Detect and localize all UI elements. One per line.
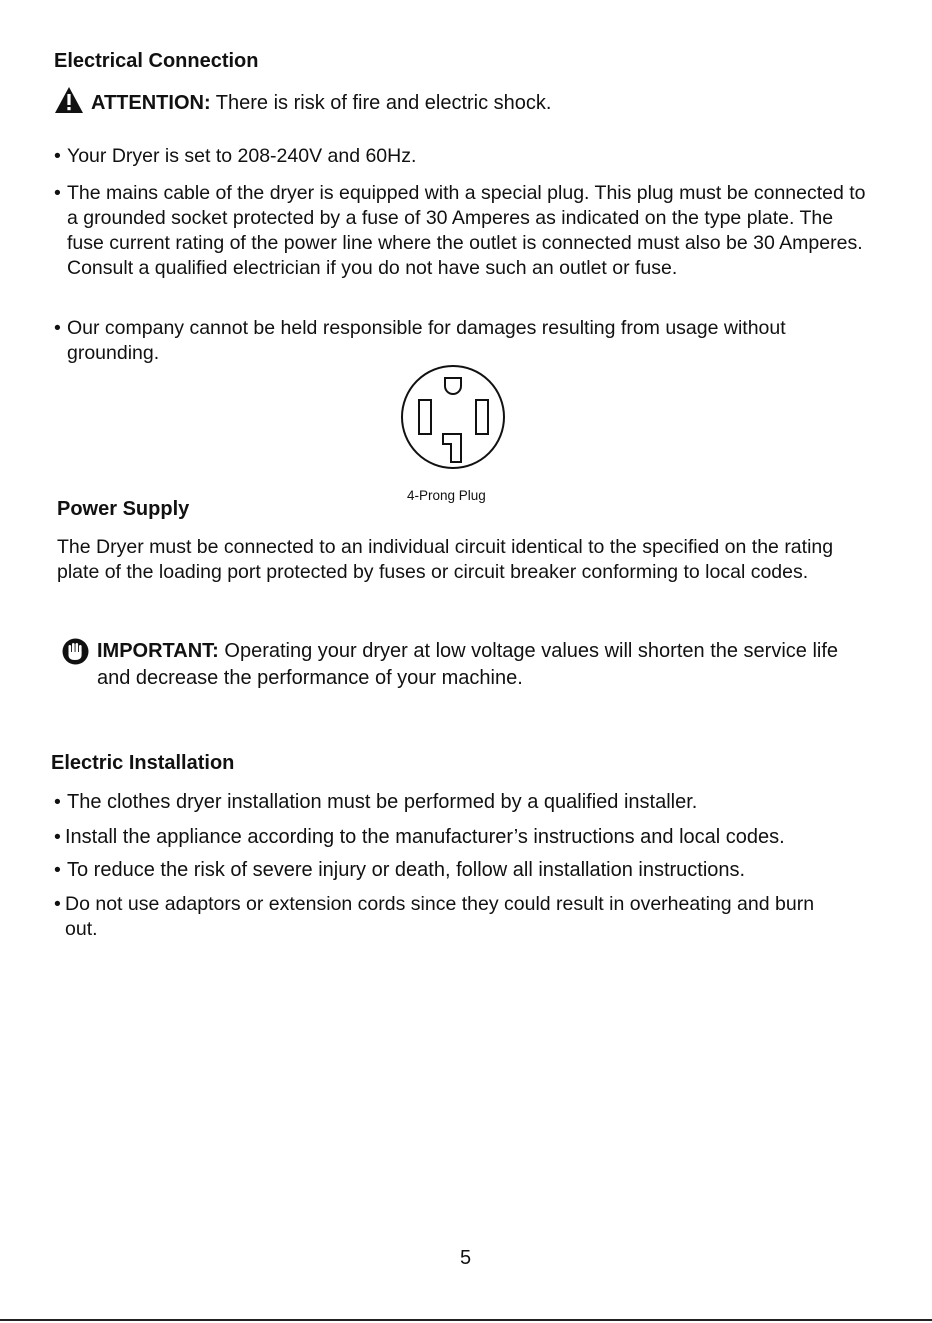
heading-electric-installation: Electric Installation [51,752,235,774]
hand-stop-icon [62,638,89,665]
list-item [54,316,854,366]
plug-caption: 4-Prong Plug [407,488,486,503]
list-item [54,825,924,850]
four-prong-plug-icon [399,364,507,470]
bullet-dot: • [54,859,61,881]
bullet-dot: • [54,145,61,167]
list-item [54,790,884,815]
list-item-text: Your Dryer is set to 208-240V and 60Hz. [67,145,417,167]
list-item-text: The clothes dryer installation must be performed by a qualified installer. [67,791,698,813]
bullet-dot: • [54,182,61,204]
list-item-text: Our company cannot be held responsible for damages resulting from usage without grounding. [67,317,786,364]
important-text: Operating your dryer at low voltage values will shorten the service life and decrease the performance of your machine. [97,640,839,689]
list-item-text: To reduce the risk of severe injury or death, follow all installation instructions. [67,859,746,881]
heading-power-supply: Power Supply [57,498,190,520]
list-item-text: The mains cable of the dryer is equipped with a special plug. This plug must be connected to a grounded socket protected by a fuse of 30 Amperes as indicated on the type plate. The fuse current rating of the power line where the outlet is connected must also be 30 Amperes. Consult a qualified electrician if you do not have such an outlet or fuse. [67,182,866,279]
bullet-dot: • [54,826,61,848]
heading-electrical-connection: Electrical Connection [54,50,259,72]
list-item [54,892,844,942]
attention-label: ATTENTION: [91,92,211,114]
warning-triangle-icon [54,86,84,114]
attention-text: There is risk of fire and electric shock. [210,92,552,114]
list-item [54,181,866,281]
page-number: 5 [460,1247,472,1269]
list-item [54,144,854,169]
bullet-dot: • [54,893,61,915]
bottom-rule [0,1319,932,1321]
attention-notice [91,90,551,116]
important-label: IMPORTANT: [97,640,219,662]
bullet-dot: • [54,317,61,339]
list-item-text: Do not use adaptors or extension cords since they could result in overheating and burn out. [65,893,815,940]
list-item [54,858,884,883]
power-supply-text: The Dryer must be connected to an individual circuit identical to the specified on the rating plate of the loading port protected by fuses or circuit breaker conforming to local codes. [57,536,834,583]
important-notice [97,638,857,692]
list-item-text: Install the appliance according to the manufacturer’s instructions and local codes. [65,826,785,848]
bullet-dot: • [54,791,61,813]
